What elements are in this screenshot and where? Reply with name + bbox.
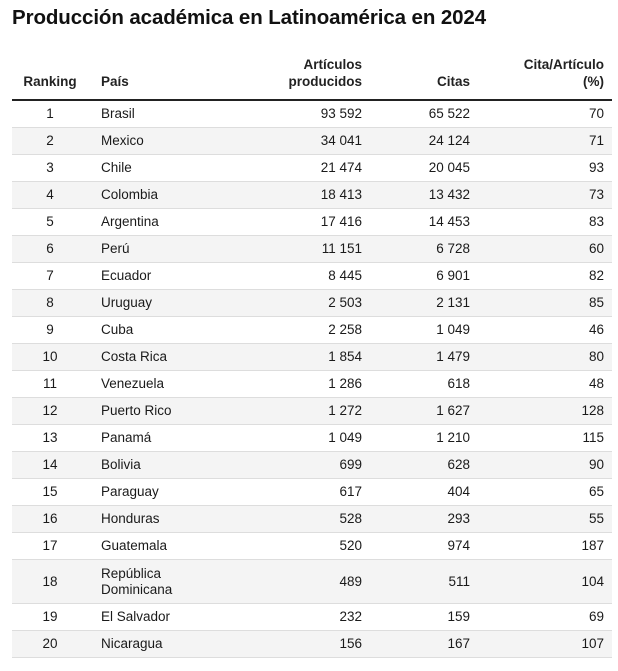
cell-citas: 1 049 (368, 317, 476, 344)
table-header (12, 56, 612, 100)
cell-citas: 2 131 (368, 290, 476, 317)
table-row (12, 128, 612, 155)
cell-pais: El Salvador (94, 604, 240, 631)
cell-pais: Puerto Rico (94, 398, 240, 425)
cell-pais: Ecuador (94, 263, 240, 290)
cell-articulos: 2 258 (240, 317, 368, 344)
cell-ratio: 128 (476, 398, 612, 425)
header-articulos-line1: Artículos (303, 57, 362, 72)
cell-ranking: 18 (12, 560, 94, 604)
cell-ranking: 1 (12, 100, 94, 128)
table-body (12, 100, 612, 658)
cell-pais: Venezuela (94, 371, 240, 398)
cell-articulos: 18 413 (240, 182, 368, 209)
cell-articulos: 34 041 (240, 128, 368, 155)
cell-articulos: 699 (240, 452, 368, 479)
table-row (12, 182, 612, 209)
cell-ratio: 70 (476, 100, 612, 128)
cell-ranking: 11 (12, 371, 94, 398)
cell-ratio: 90 (476, 452, 612, 479)
header-articulos-line2: producidos (288, 74, 362, 89)
cell-ratio: 80 (476, 344, 612, 371)
cell-ratio: 60 (476, 236, 612, 263)
page-title: Producción académica en Latinoamérica en 2024 (12, 6, 487, 29)
cell-articulos: 617 (240, 479, 368, 506)
cell-ratio: 48 (476, 371, 612, 398)
table-row (12, 100, 612, 128)
cell-ratio: 83 (476, 209, 612, 236)
cell-pais: Colombia (94, 182, 240, 209)
cell-ratio: 115 (476, 425, 612, 452)
cell-pais: Panamá (94, 425, 240, 452)
table-row (12, 631, 612, 658)
cell-pais: Nicaragua (94, 631, 240, 658)
cell-ranking: 10 (12, 344, 94, 371)
cell-articulos: 8 445 (240, 263, 368, 290)
cell-ranking: 6 (12, 236, 94, 263)
cell-pais: Cuba (94, 317, 240, 344)
cell-citas: 1 210 (368, 425, 476, 452)
cell-citas: 167 (368, 631, 476, 658)
cell-pais: Brasil (94, 100, 240, 128)
cell-ratio: 73 (476, 182, 612, 209)
cell-pais: Uruguay (94, 290, 240, 317)
cell-articulos: 2 503 (240, 290, 368, 317)
header-ranking: Ranking (12, 56, 94, 100)
cell-articulos: 520 (240, 533, 368, 560)
cell-pais: Paraguay (94, 479, 240, 506)
cell-citas: 618 (368, 371, 476, 398)
cell-articulos: 489 (240, 560, 368, 604)
cell-pais: Mexico (94, 128, 240, 155)
cell-citas: 974 (368, 533, 476, 560)
table-row (12, 506, 612, 533)
cell-ratio: 85 (476, 290, 612, 317)
cell-pais: Honduras (94, 506, 240, 533)
cell-ranking: 15 (12, 479, 94, 506)
cell-ranking: 4 (12, 182, 94, 209)
cell-articulos: 1 286 (240, 371, 368, 398)
cell-ratio: 46 (476, 317, 612, 344)
cell-ranking: 16 (12, 506, 94, 533)
cell-ranking: 14 (12, 452, 94, 479)
cell-pais: Guatemala (94, 533, 240, 560)
header-articulos (240, 56, 368, 100)
ranking-table (12, 56, 612, 658)
table-row (12, 155, 612, 182)
cell-ranking: 20 (12, 631, 94, 658)
cell-articulos: 11 151 (240, 236, 368, 263)
cell-citas: 65 522 (368, 100, 476, 128)
cell-ranking: 19 (12, 604, 94, 631)
cell-ratio: 82 (476, 263, 612, 290)
cell-articulos: 156 (240, 631, 368, 658)
table-row (12, 263, 612, 290)
cell-ranking: 2 (12, 128, 94, 155)
table-row (12, 236, 612, 263)
cell-citas: 511 (368, 560, 476, 604)
cell-citas: 404 (368, 479, 476, 506)
cell-pais: Bolivia (94, 452, 240, 479)
cell-ranking: 12 (12, 398, 94, 425)
table-row (12, 398, 612, 425)
cell-citas: 1 479 (368, 344, 476, 371)
header-ratio-line2: (%) (583, 74, 604, 89)
cell-articulos: 1 049 (240, 425, 368, 452)
cell-articulos: 1 854 (240, 344, 368, 371)
cell-citas: 293 (368, 506, 476, 533)
cell-citas: 159 (368, 604, 476, 631)
header-ratio (476, 56, 612, 100)
cell-ranking: 9 (12, 317, 94, 344)
cell-ranking: 7 (12, 263, 94, 290)
cell-ranking: 13 (12, 425, 94, 452)
cell-citas: 24 124 (368, 128, 476, 155)
table-row (12, 209, 612, 236)
cell-pais: República Dominicana (94, 560, 240, 604)
cell-citas: 20 045 (368, 155, 476, 182)
cell-pais: Argentina (94, 209, 240, 236)
cell-articulos: 528 (240, 506, 368, 533)
cell-articulos: 1 272 (240, 398, 368, 425)
cell-articulos: 17 416 (240, 209, 368, 236)
cell-ratio: 187 (476, 533, 612, 560)
cell-articulos: 93 592 (240, 100, 368, 128)
cell-ratio: 71 (476, 128, 612, 155)
cell-ratio: 65 (476, 479, 612, 506)
table-row (12, 317, 612, 344)
cell-pais: Perú (94, 236, 240, 263)
table-row (12, 452, 612, 479)
header-citas: Citas (368, 56, 476, 100)
table-row (12, 371, 612, 398)
cell-ratio: 55 (476, 506, 612, 533)
header-row (12, 56, 612, 100)
cell-citas: 13 432 (368, 182, 476, 209)
cell-pais: Costa Rica (94, 344, 240, 371)
table-row (12, 560, 612, 604)
table-row (12, 533, 612, 560)
table-row (12, 425, 612, 452)
table-row (12, 344, 612, 371)
cell-citas: 628 (368, 452, 476, 479)
cell-ratio: 104 (476, 560, 612, 604)
cell-articulos: 21 474 (240, 155, 368, 182)
cell-citas: 1 627 (368, 398, 476, 425)
table-row (12, 604, 612, 631)
cell-ranking: 8 (12, 290, 94, 317)
cell-citas: 6 728 (368, 236, 476, 263)
cell-ratio: 107 (476, 631, 612, 658)
cell-ranking: 3 (12, 155, 94, 182)
cell-citas: 6 901 (368, 263, 476, 290)
cell-ratio: 69 (476, 604, 612, 631)
header-ratio-line1: Cita/Artículo (523, 57, 604, 72)
cell-ranking: 17 (12, 533, 94, 560)
cell-ranking: 5 (12, 209, 94, 236)
cell-citas: 14 453 (368, 209, 476, 236)
cell-articulos: 232 (240, 604, 368, 631)
table-row (12, 479, 612, 506)
cell-ratio: 93 (476, 155, 612, 182)
header-pais: País (94, 56, 240, 100)
table-row (12, 290, 612, 317)
cell-pais: Chile (94, 155, 240, 182)
